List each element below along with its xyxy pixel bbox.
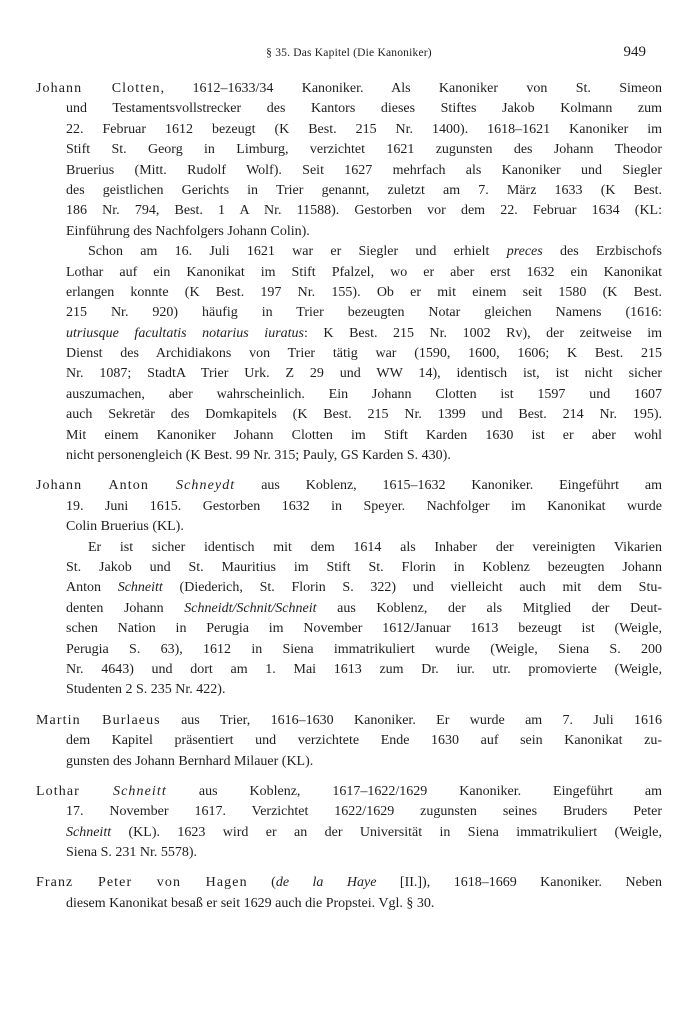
text-line (66, 517, 662, 537)
text-line (36, 782, 662, 802)
italic-term: preces (506, 244, 543, 260)
text-line (36, 873, 662, 893)
text-run: aus Koblenz, der als Mitglied der Deut- (316, 600, 662, 616)
text-line (66, 446, 662, 466)
text-run: Mit einem Kanoniker Johann Clotten im Stift Karden 1630 ist er aber wohl (66, 427, 662, 443)
text-run: Colin Bruerius (KL). (66, 519, 184, 535)
entry-name: Johann Anton (36, 478, 176, 494)
text-line (66, 120, 662, 140)
entry-name: Franz Peter von Hagen (36, 875, 248, 891)
entry-gap (36, 466, 662, 476)
register-entry (36, 476, 662, 700)
text-run: St. Jakob und St. Mauritius im Stift St. Florin in Koblenz bezeugten Johann (66, 559, 662, 575)
text-line (36, 711, 662, 731)
entry-name: Schneitt (113, 783, 167, 799)
text-line (66, 99, 662, 119)
text-line (66, 324, 662, 344)
text-line (66, 578, 662, 598)
text-run: Nr. 4643) und dort am 1. Mai 1613 zum Dr. iur. utr. promovierte (Weigle, (66, 661, 662, 677)
text-line (66, 843, 662, 863)
text-run: Stift St. Georg in Limburg, verzichtet 1621 zugunsten des Johann Theodor (66, 142, 662, 158)
text-line (66, 364, 662, 384)
text-run: 186 Nr. 794, Best. 1 A Nr. 11588). Gestorben vor dem 22. Februar 1634 (KL: (66, 203, 662, 219)
italic-term: Schneitt (66, 824, 112, 840)
register-entry (36, 711, 662, 772)
text-run: [II.]), 1618–1669 Kanoniker. Neben (376, 875, 662, 891)
entry-name: Johann Clotten (36, 81, 161, 96)
entry-gap (36, 701, 662, 711)
text-run: aus Trier, 1616–1630 Kanoniker. Er wurde am 7. Juli 1616 (160, 712, 662, 728)
italic-term: utriusque facultatis notarius iuratus (66, 325, 304, 341)
entry-gap (36, 772, 662, 782)
register-entry (36, 782, 662, 864)
text-line (66, 599, 662, 619)
text-run: nicht personengleich (K Best. 99 Nr. 315; Pauly, GS Karden S. 430). (66, 448, 451, 464)
register-entry (36, 873, 662, 914)
text-line (66, 385, 662, 405)
text-line (66, 181, 662, 201)
text-line (36, 476, 662, 496)
text-run: aus Koblenz, 1617–1622/1629 Kanoniker. Eingeführt am (166, 783, 662, 799)
text-run: denten Johann (66, 600, 185, 616)
text-run: , 1612–1633/34 Kanoniker. Als Kanoniker von St. Simeon (160, 81, 662, 96)
text-run: : K Best. 215 Nr. 1002 Rv), der zeitweise im (303, 325, 662, 341)
text-run: 215 Nr. 920) häufig in Trier bezeugten Notar gleichen Namens (1616: (66, 305, 662, 321)
text-line (66, 201, 662, 221)
text-run: auszumachen, aber wahrscheinlich. Ein Johann Clotten ist 1597 und 1607 (66, 386, 662, 402)
text-run: des Erzbischofs (542, 244, 662, 260)
page-header (36, 44, 662, 66)
italic-term: Schneidt/Schnit/Schneit (184, 600, 317, 616)
italic-term: Schneitt (117, 580, 163, 596)
text-line (66, 619, 662, 639)
text-run: aus Koblenz, 1615–1632 Kanoniker. Eingeführt am (235, 478, 662, 494)
text-run: schen Nation in Perugia im November 1612/Januar 1613 bezeugt ist (Weigle, (66, 621, 662, 637)
text-line (66, 303, 662, 323)
text-run: 22. Februar 1612 bezeugt (K Best. 215 Nr. 1400). 1618–1621 Kanoniker im (66, 121, 662, 137)
entry-name: Schneydt (175, 478, 236, 494)
text-run: gunsten des Johann Bernhard Milauer (KL). (66, 753, 314, 769)
text-line (66, 894, 662, 914)
text-line (66, 558, 662, 578)
text-run: diesem Kanonikat besaß er seit 1629 auch die Propstei. Vgl. § 30. (66, 895, 435, 911)
text-run: Lothar auf ein Kanonikat im Stift Pfalzel, wo er aber erst 1632 ein Kanonikat (66, 264, 662, 280)
text-line (66, 344, 662, 364)
text-line (66, 640, 662, 660)
text-run: und Testamentsvollstrecker des Kantors dieses Stiftes Jakob Kolmann zum (66, 101, 662, 117)
text-run: Nr. 1087; StadtA Trier Urk. Z 29 und WW 14), identisch ist, ist nicht sicher (66, 366, 662, 382)
text-run: (KL). 1623 wird er an der Universität in Siena immatrikuliert (Weigle, (111, 824, 662, 840)
text-run: Er ist sicher identisch mit dem 1614 als Inhaber der vereinigten Vikarien (88, 539, 662, 555)
text-line (66, 426, 662, 446)
italic-term: de la Haye (275, 875, 377, 891)
text-line (66, 283, 662, 303)
text-run: 17. November 1617. Verzichtet 1622/1629 zugunsten seines Bruders Peter (66, 804, 662, 820)
text-run: ( (247, 875, 276, 891)
text-run: Schon am 16. Juli 1621 war er Siegler und erhielt (88, 244, 507, 260)
text-line (66, 731, 662, 751)
text-run: Einführung des Nachfolgers Johann Colin). (66, 223, 310, 239)
text-line (66, 222, 662, 242)
entry-name: Lothar (36, 783, 113, 799)
text-line (66, 823, 662, 843)
text-run: auch Sekretär des Domkapitels (K Best. 215 Nr. 1399 und Best. 214 Nr. 195). (66, 407, 662, 423)
text-line (88, 242, 662, 262)
page-number: 949 (623, 44, 646, 60)
register-entry (36, 79, 662, 466)
text-run: Studenten 2 S. 235 Nr. 422). (66, 682, 226, 698)
body-text (36, 79, 662, 914)
text-line (66, 660, 662, 680)
text-line (66, 802, 662, 822)
text-run: Dienst des Archidiakons von Trier tätig war (1590, 1600, 1606; K Best. 215 (66, 346, 662, 362)
text-line (66, 752, 662, 772)
text-line (66, 161, 662, 181)
text-line (36, 79, 662, 99)
entry-name: Martin Burlaeus (36, 712, 161, 728)
entry-gap (36, 863, 662, 873)
text-run: Anton (66, 580, 118, 596)
text-run: Siena S. 231 Nr. 5578). (66, 845, 198, 861)
text-run: Perugia S. 63), 1612 in Siena immatrikuliert wurde (Weigle, Siena S. 200 (66, 641, 662, 657)
text-run: erlangen konnte (K Best. 197 Nr. 155). Ob er mit einem seit 1580 (K Best. (66, 284, 662, 300)
text-line (66, 140, 662, 160)
running-title: § 35. Das Kapitel (Die Kanoniker) (266, 47, 432, 59)
text-line (66, 263, 662, 283)
text-line (88, 538, 662, 558)
text-line (66, 497, 662, 517)
text-line (66, 680, 662, 700)
text-run: 19. Juni 1615. Gestorben 1632 in Speyer. Nachfolger im Kanonikat wurde (66, 498, 662, 514)
text-run: dem Kapitel präsentiert und verzichtete Ende 1630 auf sein Kanonikat zu- (66, 733, 662, 749)
text-run: Bruerius (Mitt. Rudolf Wolf). Seit 1627 mehrfach als Kanoniker und Siegler (66, 162, 662, 178)
text-line (66, 405, 662, 425)
text-run: (Diederich, St. Florin S. 322) und vielleicht auch mit dem Stu- (162, 580, 662, 596)
text-run: des geistlichen Gerichts in Trier genannt, zuletzt am 7. März 1633 (K Best. (66, 182, 662, 198)
